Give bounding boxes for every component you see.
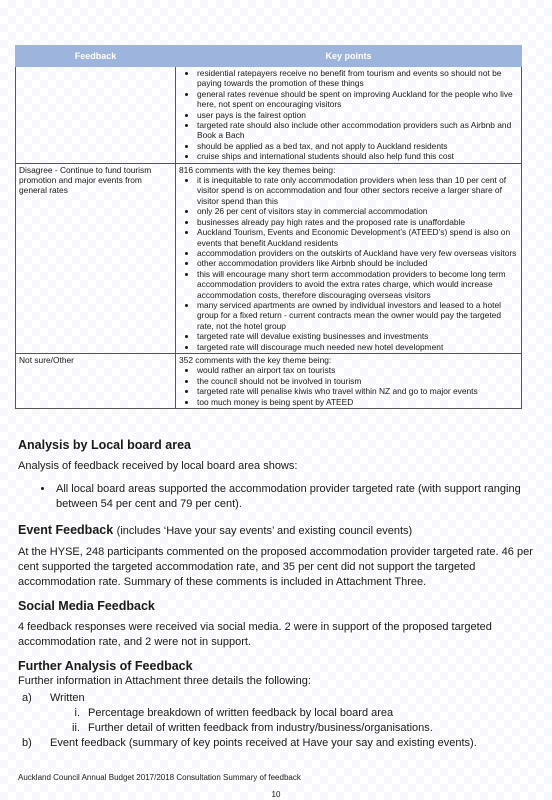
list-item: • too much money is being spent by ATEED <box>197 397 518 407</box>
list-item: • targeted rate will penalise kiwis who travel within NZ and go to major events <box>197 386 518 396</box>
list-item: • the council should not be involved in tourism <box>197 376 518 386</box>
table-row <box>16 67 522 164</box>
page-number: 10 <box>271 790 281 799</box>
event-feedback-body: At the HYSE, 248 participants commented on the proposed accommodation provider targeted rate. 46 per cent supported the targeted accommodation rate, and 35 per cent did not support the targeted accommodation rate. Summary of these comments is included in Attachment Three. <box>18 546 533 588</box>
list-item: • All local board areas supported the accommodation provider targeted rate (with support ranging between 54 per cent and 79 per cent). <box>54 482 533 512</box>
list-item <box>18 736 533 751</box>
list-item: • this will encourage many short term accommodation providers to become long term accommodation providers to avoid the extra rates charge, which would increase accommodation costs, therefore discouraging overseas visitors <box>197 269 518 300</box>
list-label: Event feedback (summary of key points received at Have your say and existing events). <box>50 737 477 749</box>
list-item: • cruise ships and international students should also help fund this cost <box>197 151 518 161</box>
comment-count: 816 comments with the key themes being: <box>179 164 336 175</box>
list-item: • targeted rate should also include other accommodation providers such as Airbnb and Book a Bach <box>197 120 518 141</box>
page-footer: Auckland Council Annual Budget 2017/2018 Consultation Summary of feedback <box>18 773 301 782</box>
list-item: • businesses already pay high rates and the proposed rate is unaffordable <box>197 217 518 227</box>
list-label: Written <box>50 692 85 704</box>
points-list <box>179 365 518 407</box>
list-item: • only 26 per cent of visitors stay in commercial accommodation <box>197 206 518 216</box>
sub-list <box>18 706 533 736</box>
points-list <box>179 68 518 162</box>
further-intro: Further information in Attachment three details the following: <box>18 675 311 687</box>
points-list <box>179 175 518 352</box>
list-item: • Auckland Tourism, Events and Economic Development’s (ATEED’s) spend is also on events that benefit Auckland residents <box>197 227 518 248</box>
document-body <box>18 437 533 751</box>
key-points-cell <box>176 353 522 408</box>
heading-local-board: Analysis by Local board area <box>18 438 191 452</box>
heading-event-feedback <box>18 522 533 539</box>
feedback-cell <box>16 67 176 164</box>
key-points-cell <box>176 67 522 164</box>
list-item: • it is inequitable to rate only accommodation providers when less than 10 per cent of visitor spend is on accommodation and four other sectors receive a larger share of visitor spend than this <box>197 175 518 206</box>
list-item: • should be applied as a bed tax, and not apply to Auckland residents <box>197 141 518 151</box>
list-item: • other accommodation providers like Airbnb should be included <box>197 258 518 268</box>
feedback-cell: Not sure/Other <box>16 353 176 408</box>
list-item: • residential ratepayers receive no benefit from tourism and events so should not be paying towards the promotion of these things <box>197 68 518 89</box>
further-list <box>18 691 533 751</box>
heading-further-analysis: Further Analysis of Feedback <box>18 659 193 673</box>
list-item: • targeted rate will discourage much needed new hotel development <box>197 342 518 352</box>
list-label: Further detail of written feedback from industry/business/organisations. <box>88 722 433 734</box>
list-item: • user pays is the fairest option <box>197 110 518 120</box>
key-points-cell <box>176 163 522 353</box>
list-item: • general rates revenue should be spent on improving Auckland for the people who live here, not spent on encouraging visitors <box>197 89 518 110</box>
table-header-row <box>16 46 522 67</box>
list-item: • many serviced apartments are owned by individual investors and leased to a hotel group for a fixed return - current contracts mean the owner would pay the targeted rate, not the hotel group <box>197 300 518 331</box>
heading-event-note: (includes ‘Have your say events’ and existing council events) <box>116 525 413 537</box>
list-item <box>18 721 533 736</box>
header-key-points: Key points <box>176 46 522 67</box>
list-item <box>18 706 533 721</box>
comment-count: 352 comments with the key theme being: <box>179 354 332 365</box>
list-marker: b) <box>22 737 32 749</box>
list-marker: a) <box>22 692 32 704</box>
list-item: • targeted rate will devalue existing businesses and investments <box>197 331 518 341</box>
list-item <box>18 691 533 736</box>
list-item: • would rather an airport tax on tourists <box>197 365 518 375</box>
table-row <box>16 163 522 353</box>
list-marker: i. <box>74 707 80 719</box>
list-marker: ii. <box>72 722 80 734</box>
local-board-intro: Analysis of feedback received by local board area shows: <box>18 460 298 472</box>
list-label: Percentage breakdown of written feedback by local board area <box>88 707 394 719</box>
social-media-body: 4 feedback responses were received via social media. 2 were in support of the proposed targeted accommodation rate, and 2 were not in support. <box>18 621 492 648</box>
list-item: • accommodation providers on the outskirts of Auckland have very few overseas visitors <box>197 248 518 258</box>
header-feedback: Feedback <box>16 46 176 67</box>
key-points-table <box>15 45 522 409</box>
local-board-bullets <box>18 482 533 512</box>
feedback-cell: Disagree - Continue to fund tourism promotion and major events from general rates <box>16 163 176 353</box>
heading-social-media: Social Media Feedback <box>18 599 155 613</box>
heading-event-title: Event Feedback <box>18 523 114 537</box>
table-row <box>16 353 522 408</box>
